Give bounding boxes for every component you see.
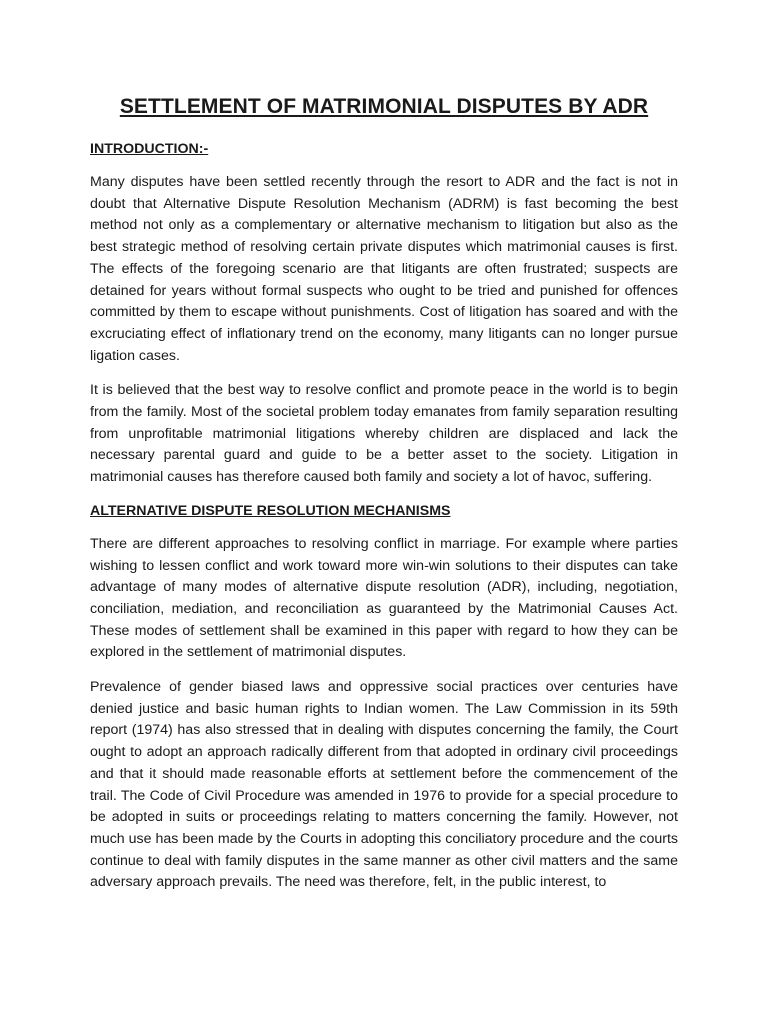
paragraph: It is believed that the best way to resolve conflict and promote peace in the world is to begin from the family. Most of the societal problem today emanates from family separation resulting from unprofitable matrimonial litigations whereby children are displaced and lack the necessary parental guard and guide to be a better asset to the society. Litigation in matrimonial causes has therefore caused both family and society a lot of havoc, suffering. — [90, 382, 678, 486]
section-heading-introduction: INTRODUCTION:- — [90, 141, 209, 157]
document-title: SETTLEMENT OF MATRIMONIAL DISPUTES BY ADR — [119, 95, 649, 118]
paragraph: There are different approaches to resolving conflict in marriage. For example where parties wishing to lessen conflict and work toward more win-win solutions to their disputes can take advantage of many modes of alternative dispute resolution (ADR), including, negotiation, conciliation, mediation, and reconciliation as guaranteed by the Matrimonial Causes Act. These modes of settlement shall be examined in this paper with regard to how they can be explored in the settlement of matrimonial disputes. — [90, 535, 678, 661]
paragraph: Prevalence of gender biased laws and oppressive social practices over centuries have denied justice and basic human rights to Indian women. The Law Commission in its 59th report (1974) has also stressed that in dealing with disputes concerning the family, the Court ought to adopt an approach radically different from that adopted in ordinary civil proceedings and that it should made reasonable efforts at settlement before the commencement of the trail. The Code of Civil Procedure was amended in 1976 to provide for a special procedure to be adopted in suits or proceedings relating to matters concerning the family. However, not much use has been made by the Courts in adopting this conciliatory procedure and the courts continue to deal with family disputes in the same manner as other civil matters and the same adversary approach prevails. The need was therefore, felt, in the public interest, to — [90, 679, 678, 891]
paragraph: Many disputes have been settled recently through the resort to ADR and the fact is not in doubt that Alternative Dispute Resolution Mechanism (ADRM) is fast becoming the best method not only as a complementary or alternative mechanism to litigation but also as the best strategic method of resolving certain private disputes which matrimonial causes is first. The effects of the foregoing scenario are that litigants are often frustrated; suspects are detained for years without formal suspects who ought to be tried and punished for offences committed by them to escape without punishments. Cost of litigation has soared and with the excruciating effect of inflationary trend on the economy, many litigants can no longer pursue ligation cases. — [90, 174, 678, 364]
section-heading-adr-mechanisms: ALTERNATIVE DISPUTE RESOLUTION MECHANISMS — [90, 502, 451, 519]
